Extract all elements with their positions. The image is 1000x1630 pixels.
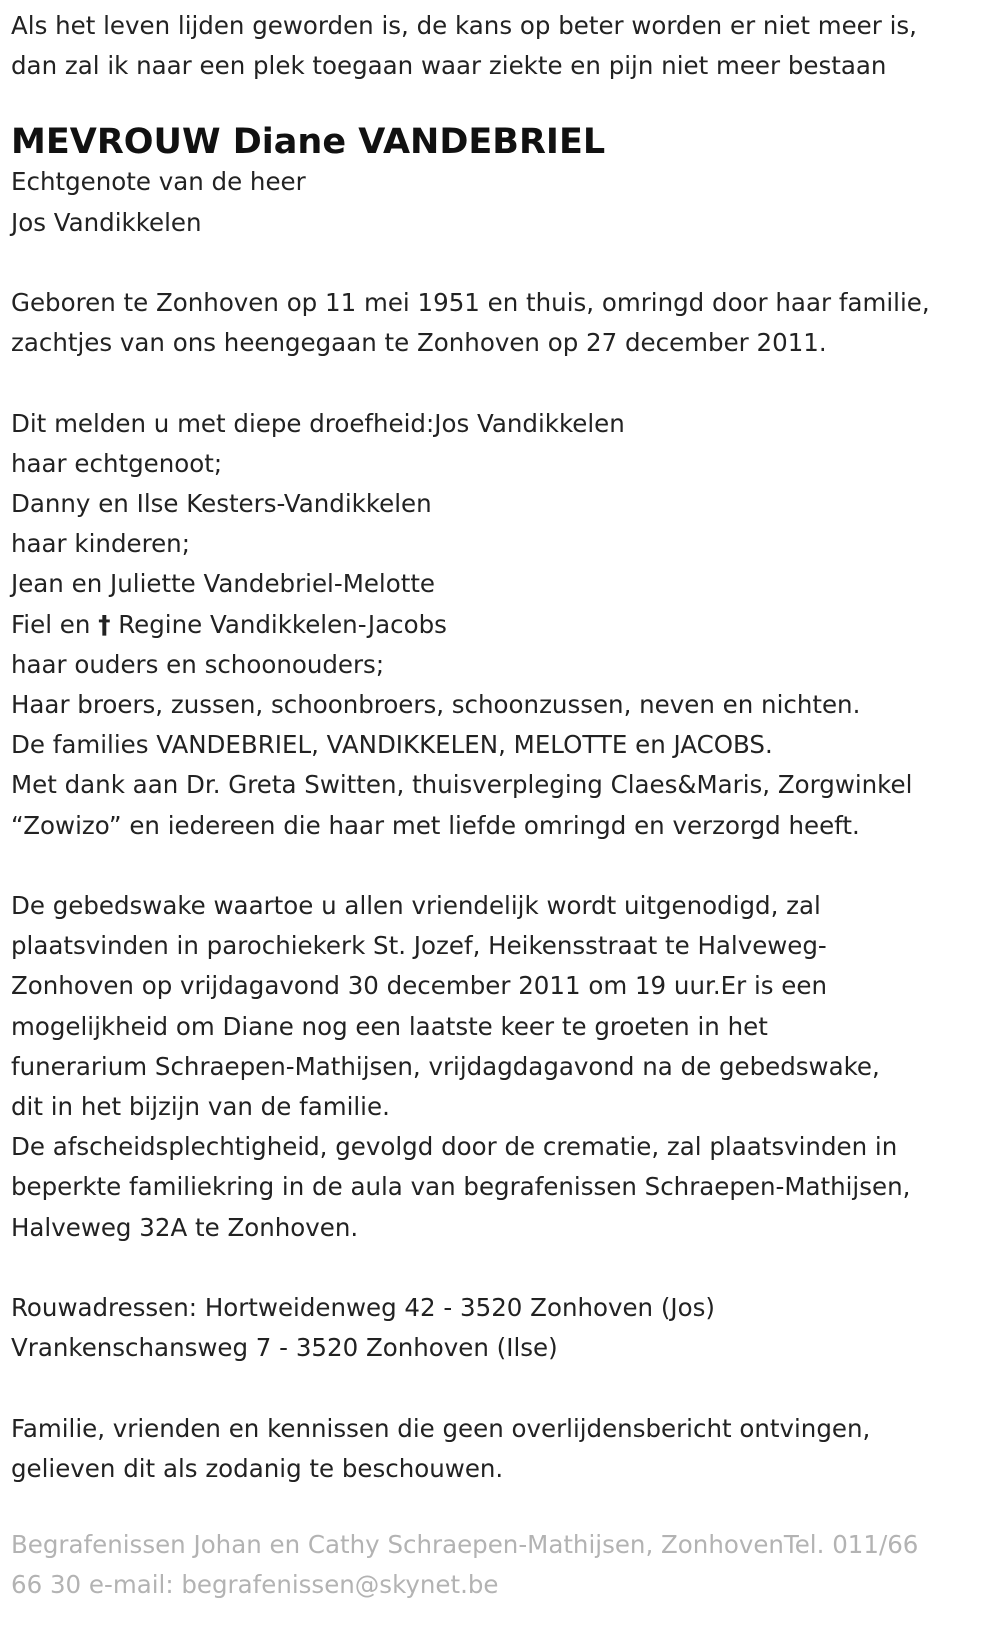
notice-line: gelieven dit als zodanig te beschouwen.: [11, 1453, 504, 1483]
ceremony-line: plaatsvinden in parochiekerk St. Jozef, Heikensstraat te Halveweg-: [11, 931, 827, 961]
announcement-line: De families VANDEBRIEL, VANDIKKELEN, MELOTTE en JACOBS.: [11, 730, 773, 760]
ceremony-line: dit in het bijzijn van de familie.: [11, 1092, 390, 1122]
relation-line: Jos Vandikkelen: [11, 207, 202, 237]
announcement-line: “Zowizo” en iedereen die haar met liefde omringd en verzorgd heeft.: [11, 810, 860, 840]
announcement-line: haar echtgenoot;: [11, 448, 223, 478]
address-line: Rouwadressen: Hortweidenweg 42 - 3520 Zonhoven (Jos): [11, 1293, 715, 1323]
spacer: [11, 1368, 990, 1408]
motto-line: dan zal ik naar een plek toegaan waar ziekte en pijn niet meer bestaan: [11, 51, 887, 81]
spacer: [11, 846, 990, 886]
funeral-home-footer: [11, 1525, 990, 1605]
announcement-line: Jean en Juliette Vandebriel-Melotte: [11, 569, 436, 599]
relation-line: Echtgenote van de heer: [11, 167, 306, 197]
announcement-line: Dit melden u met diepe droefheid:Jos Vandikkelen: [11, 408, 625, 438]
ceremony-block: [11, 886, 990, 1248]
announcement-line-with-cross: [11, 605, 990, 645]
birth-death-line: zachtjes van ons heengegaan te Zonhoven op 27 december 2011.: [11, 328, 827, 358]
ceremony-line: Halveweg 32A te Zonhoven.: [11, 1212, 359, 1242]
address-line: Vrankenschansweg 7 - 3520 Zonhoven (Ilse): [11, 1333, 558, 1363]
deceased-name: MEVROUW Diane VANDEBRIEL: [11, 122, 606, 163]
ceremony-line: De afscheidsplechtigheid, gevolgd door de crematie, zal plaatsvinden in: [11, 1132, 898, 1162]
footer-line: 66 30 e-mail: begrafenissen@skynet.be: [11, 1570, 499, 1600]
announcement-block: [11, 404, 990, 846]
addresses-block: [11, 1288, 990, 1368]
ceremony-line: De gebedswake waartoe u allen vriendelijk wordt uitgenodigd, zal: [11, 891, 821, 921]
motto-line: Als het leven lijden geworden is, de kans op beter worden er niet meer is,: [11, 11, 917, 40]
announcement-line: Danny en Ilse Kesters-Vandikkelen: [11, 489, 432, 518]
footer-line: Begrafenissen Johan en Cathy Schraepen-Mathijsen, ZonhovenTel. 011/66: [11, 1530, 919, 1560]
announcement-line: haar ouders en schoonouders;: [11, 649, 385, 679]
birth-death-block: [11, 283, 990, 363]
deceased-block: [11, 122, 990, 242]
notice-block: [11, 1409, 990, 1489]
notice-line: Familie, vrienden en kennissen die geen overlijdensbericht ontvingen,: [11, 1413, 871, 1443]
spacer: [11, 363, 990, 403]
announcement-line: Haar broers, zussen, schoonbroers, schoonzussen, neven en nichten.: [11, 690, 861, 720]
announcement-line: Met dank aan Dr. Greta Switten, thuisverpleging Claes&Maris, Zorgwinkel: [11, 770, 913, 800]
ceremony-line: Zonhoven op vrijdagavond 30 december 2011 om 19 uur.Er is een: [11, 971, 827, 1001]
spacer: [11, 1248, 990, 1288]
motto-block: [11, 6, 990, 86]
ceremony-line: funerarium Schraepen-Mathijsen, vrijdagdagavond na de gebedswake,: [11, 1051, 880, 1081]
cross-icon: †: [98, 609, 111, 639]
ceremony-line: mogelijkheid om Diane nog een laatste keer te groeten in het: [11, 1011, 768, 1041]
announcement-line: haar kinderen;: [11, 529, 190, 559]
spacer: [11, 243, 990, 283]
cross-line-prefix: Fiel en: [11, 609, 99, 639]
cross-line-suffix: Regine Vandikkelen-Jacobs: [110, 609, 447, 639]
ceremony-line: beperkte familiekring in de aula van begrafenissen Schraepen-Mathijsen,: [11, 1172, 911, 1202]
birth-death-line: Geboren te Zonhoven op 11 mei 1951 en thuis, omringd door haar familie,: [11, 288, 930, 317]
